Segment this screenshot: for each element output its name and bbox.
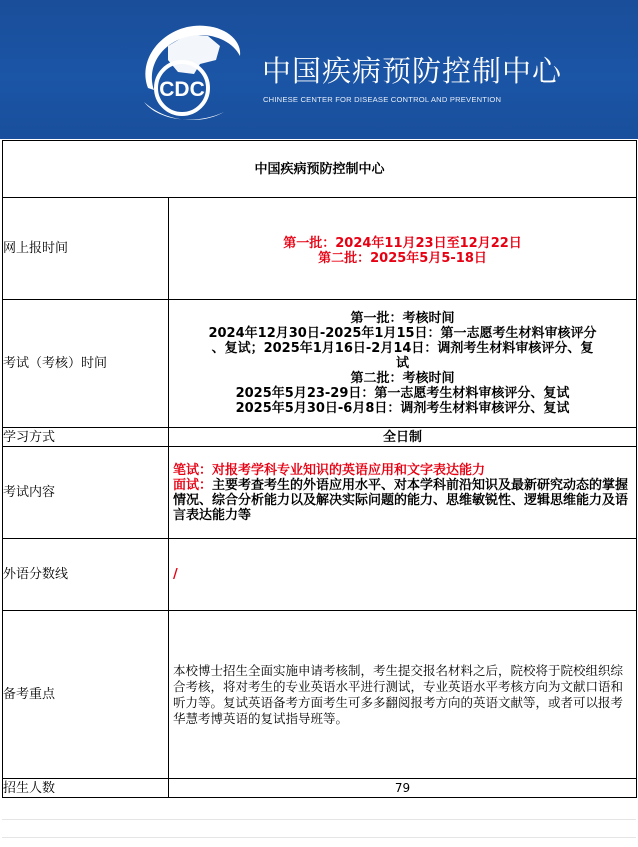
- interview-text: 主要考查考生的外语应用水平、对本学科前沿知识及最新研究动态的掌握情况、综合分析能力以及解决实际问题的能力、思维敏锐性、逻辑思维能力及语言表达能力等: [173, 477, 629, 523]
- row-label-enrollment: 招生人数: [3, 779, 169, 798]
- table-row: [3, 611, 637, 779]
- interview: [169, 478, 636, 523]
- info-table: [2, 140, 637, 798]
- exam-time-line: 2025年5月23-29日：第一志愿考生材料审核评分、复试: [235, 386, 570, 401]
- cdc-logo-icon: [128, 16, 246, 128]
- exam-time-line: 第二批：考核时间: [350, 371, 455, 386]
- exam-content: [169, 447, 637, 539]
- exam-time-line: 2024年12月30日-2025年1月15日：第一志愿考生材料审核评分: [208, 326, 597, 341]
- study-mode: 全日制: [169, 428, 637, 447]
- row-label-study-mode: 学习方式: [3, 428, 169, 447]
- header-banner: [0, 0, 638, 139]
- enrollment-count: 79: [169, 779, 637, 798]
- svg-text:CDC: CDC: [159, 78, 205, 101]
- spreadsheet-gridline: [2, 818, 636, 820]
- table-title-row: [3, 141, 637, 198]
- exam-time-line: 、复试；2025年1月16日-2月14日：调剂考生材料审核评分、复: [211, 341, 594, 356]
- row-label-exam-content: 考试内容: [3, 447, 169, 539]
- table-row: [3, 198, 637, 300]
- registration-line: 第一批：2024年11月23日至12月22日: [283, 235, 522, 251]
- exam-time: [169, 300, 637, 428]
- interview-label: 面试：: [173, 477, 213, 493]
- table-row: [3, 428, 637, 447]
- org-name: 中国疾病预防控制中心: [262, 54, 563, 88]
- exam-time-line: 第一批：考核时间: [350, 311, 455, 326]
- row-label-registration: 网上报时间: [3, 198, 169, 300]
- prep-focus: [169, 611, 637, 779]
- org-name-english: CHINESE CENTER FOR DISEASE CONTROL AND PREVENTION: [263, 95, 502, 104]
- table-row: [3, 447, 637, 539]
- row-label-foreign-language: 外语分数线: [3, 539, 169, 611]
- table-row: [3, 539, 637, 611]
- exam-time-line: 2025年5月30日-6月8日：调剂考生材料审核评分、复试: [235, 401, 570, 416]
- prep-focus-text: 本校博士招生全面实施申请考核制，考生提交报名材料之后，院校将于院校组织综合考核，将对考生的专业英语水平进行测试，专业英语水平考核方向为文献口语和听力等。复试英语备考方面考生可多多翻阅报考方向的英语文献等，或者可以报考华慧考博英语的复试指导班等。: [173, 662, 624, 726]
- registration-line: 第二批：2025年5月5-18日: [318, 250, 487, 266]
- table-row: [3, 300, 637, 428]
- exam-time-line: 试: [396, 356, 410, 371]
- table-title: 中国疾病预防控制中心: [3, 141, 637, 198]
- table-row: [3, 779, 637, 798]
- foreign-language-cutoff: /: [169, 539, 637, 611]
- written-text: 对报考学科专业知识的英语应用和文字表达能力: [212, 462, 486, 478]
- spreadsheet-gridline: [2, 836, 636, 838]
- written-exam: [169, 463, 636, 478]
- registration-time: [169, 198, 637, 300]
- row-label-prep-focus: 备考重点: [3, 611, 169, 779]
- row-label-exam-time: 考试（考核）时间: [3, 300, 169, 428]
- written-label: 笔试：: [173, 462, 213, 478]
